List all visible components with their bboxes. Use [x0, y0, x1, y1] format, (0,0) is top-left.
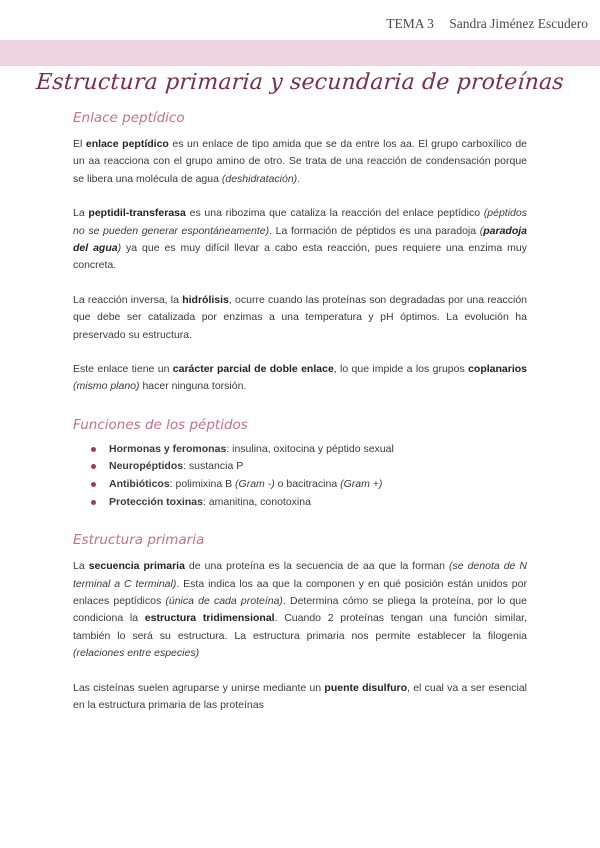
bullet-icon — [91, 500, 96, 505]
bullet-icon — [91, 447, 96, 452]
topic-label: TEMA 3 — [386, 16, 434, 31]
list-item: Antibióticos: polimixina B (Gram -) o bacitracina (Gram +) — [73, 476, 527, 494]
bullet-icon — [91, 464, 96, 469]
page-title: Estructura primaria y secundaria de proteínas — [35, 70, 565, 95]
list-item: Protección toxinas: amanitina, conotoxina — [73, 494, 527, 512]
paragraph-primaria-1: La secuencia primaria de una proteína es la secuencia de aa que la forman (se denota de N terminal a C terminal). Esta indica los aa que la componen y en qué posición están unidos por enlaces peptídicos (única de cada proteína). Determina cómo se pliega la proteína, por lo que condiciona la estructura tridimensional. Cuando 2 proteínas tengan una función similar, también lo será su estructura. La estructura primaria nos permite establecer la filogenia (relaciones entre especies) — [73, 560, 527, 660]
paragraph-primaria-2: Las cisteínas suelen agruparse y unirse mediante un puente disulfuro, el cual va a ser esencial en la estructura primaria de las proteínas — [73, 681, 527, 712]
paragraph-enlace-2: La peptidil-transferasa es una ribozima que cataliza la reacción del enlace peptídico (péptidos no se pueden generar espontáneamente). La formación de péptidos es una paradoja (paradoja del agua) ya que es muy difícil llevar a cabo esta reacción, pues requiere una enzima muy concreta. — [73, 207, 528, 272]
paragraph-enlace-3: La reacción inversa, la hidrólisis, ocurre cuando las proteínas son degradadas por una reacción que debe ser catalizada por enzimas a una temperatura y pH óptimos. La evolución ha preservado su estructura. — [73, 293, 527, 341]
paragraph-enlace-1: El enlace peptídico es un enlace de tipo amida que se da entre los aa. El grupo carboxílico de un aa reacciona con el grupo amino de otro. Se trata de una reacción de condensación porque se libera una molécula de agua (deshidratación). — [73, 138, 527, 185]
functions-list — [73, 441, 527, 511]
list-item: Neuropéptidos: sustancia P — [73, 458, 527, 476]
bullet-icon — [91, 482, 96, 487]
page-header — [0, 16, 600, 38]
header-band — [0, 40, 600, 66]
list-item: Hormonas y feromonas: insulina, oxitocina y péptido sexual — [73, 441, 527, 459]
section-heading-primaria: Estructura primaria — [73, 532, 205, 549]
section-heading-enlace: Enlace peptídico — [73, 110, 185, 126]
document-body — [73, 108, 527, 715]
author-name: Sandra Jiménez Escudero — [449, 16, 588, 31]
paragraph-enlace-4: Este enlace tiene un carácter parcial de doble enlace, lo que impide a los grupos coplanarios (mismo plano) hacer ninguna torsión. — [73, 363, 527, 393]
section-heading-funciones: Funciones de los péptidos — [73, 416, 248, 433]
